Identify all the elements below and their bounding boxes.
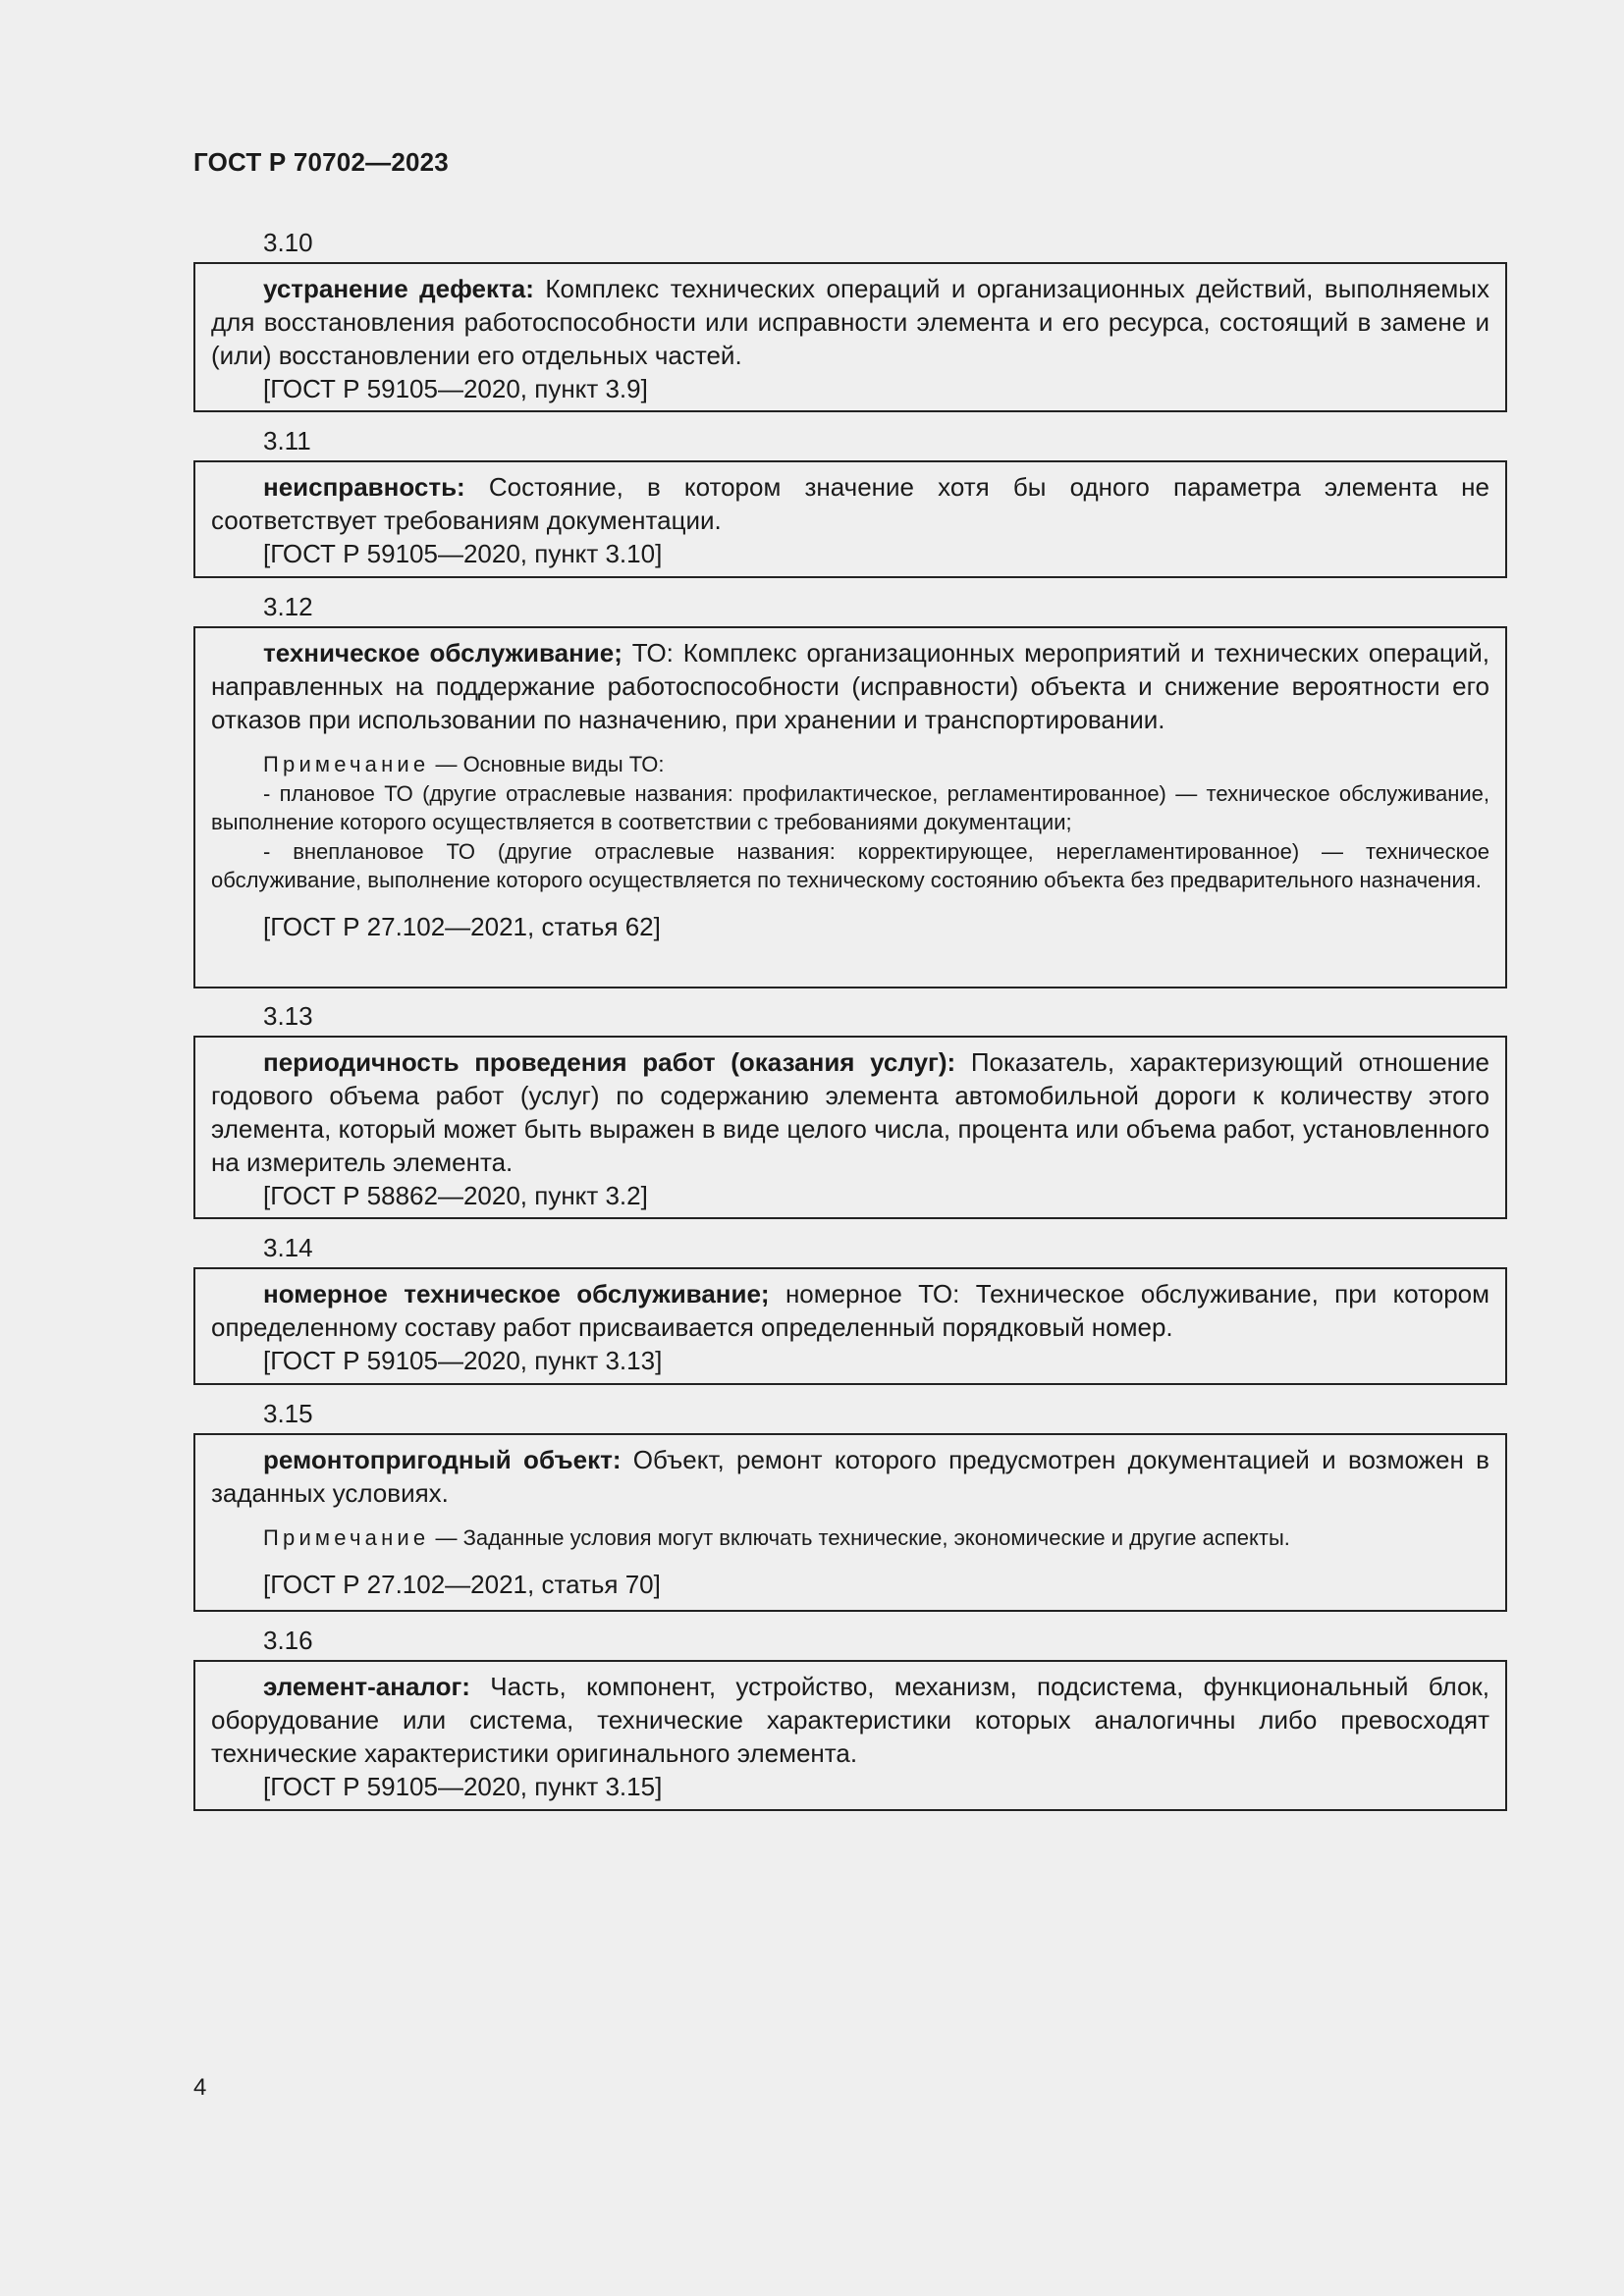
term-title: неисправность: bbox=[263, 472, 465, 502]
term-number: 3.13 bbox=[263, 1001, 313, 1031]
definition-text: ТО: Комплекс организационных мероприятий и технических операций, направленных на поддержание работоспособности (исправности) объекта и снижение вероятности его отказов при использовании по назначению, при хранении и транспортировании. bbox=[211, 638, 1489, 734]
term-entry-3-13 bbox=[193, 1036, 1507, 1219]
term-entry-3-12 bbox=[193, 626, 1507, 988]
note-label: Примечание bbox=[263, 1525, 430, 1550]
term-reference: [ГОСТ Р 59105—2020, пункт 3.13] bbox=[263, 1346, 663, 1375]
definition-text: номерное ТО: Техническое обслуживание, при котором определенному составу работ присваивается определенный порядковый номер. bbox=[211, 1279, 1490, 1342]
term-definition bbox=[211, 1670, 1489, 1770]
term-entry-3-14 bbox=[193, 1267, 1507, 1385]
note-text: — Заданные условия могут включать технические, экономические и другие аспекты. bbox=[429, 1525, 1290, 1550]
term-reference: [ГОСТ Р 59105—2020, пункт 3.9] bbox=[263, 374, 648, 403]
note-heading bbox=[211, 1523, 1489, 1553]
term-entry-3-10 bbox=[193, 262, 1507, 412]
term-reference: [ГОСТ Р 27.102—2021, статья 62] bbox=[263, 911, 661, 941]
note-text: — Основные виды ТО: bbox=[429, 752, 665, 776]
term-title: периодичность проведения работ (оказания услуг): bbox=[263, 1047, 956, 1077]
term-number: 3.10 bbox=[263, 228, 313, 257]
note bbox=[211, 750, 1489, 895]
definition-text: Объект, ремонт которого предусмотрен документацией и возможен в заданных условиях. bbox=[211, 1445, 1489, 1508]
term-reference: [ГОСТ Р 58862—2020, пункт 3.2] bbox=[263, 1181, 648, 1210]
definition-text: Состояние, в котором значение хотя бы одного параметра элемента не соответствует требованиям документации. bbox=[211, 472, 1489, 535]
term-definition bbox=[211, 1045, 1489, 1179]
term-definition bbox=[211, 272, 1489, 372]
term-definition bbox=[211, 1277, 1489, 1344]
term-title: техническое обслуживание; bbox=[263, 638, 623, 667]
document-header: ГОСТ Р 70702—2023 bbox=[193, 147, 449, 177]
term-definition bbox=[211, 1443, 1489, 1510]
term-number: 3.11 bbox=[263, 426, 311, 455]
note-item: - внеплановое ТО (другие отраслевые названия: корректирующее, нерегламентированное) — техническое обслуживание, выполнение которого осуществляется по техническому состоянию объекта без предварительного назначения. bbox=[211, 838, 1489, 892]
term-number: 3.14 bbox=[263, 1233, 313, 1262]
term-reference: [ГОСТ Р 59105—2020, пункт 3.15] bbox=[263, 1772, 663, 1801]
term-reference: [ГОСТ Р 27.102—2021, статья 70] bbox=[263, 1569, 661, 1599]
term-title: элемент-аналог: bbox=[263, 1672, 470, 1701]
term-entry-3-15 bbox=[193, 1433, 1507, 1612]
term-number: 3.16 bbox=[263, 1626, 313, 1655]
term-entry-3-16 bbox=[193, 1660, 1507, 1811]
term-reference: [ГОСТ Р 59105—2020, пункт 3.10] bbox=[263, 539, 663, 568]
page-number: 4 bbox=[193, 2074, 207, 2101]
term-title: устранение дефекта: bbox=[263, 274, 534, 303]
term-definition bbox=[211, 470, 1489, 537]
definition-text: Часть, компонент, устройство, механизм, подсистема, функциональный блок, оборудование или система, технические характеристики которых аналогичны либо превосходят технические характеристики оригинального элемента. bbox=[211, 1672, 1489, 1768]
note-label: Примечание bbox=[263, 752, 430, 776]
term-entry-3-11 bbox=[193, 460, 1507, 578]
definition-text: Комплекс технических операций и организационных действий, выполняемых для восстановления работоспособности или исправности элемента и его ресурса, состоящий в замене и (или) восстановлении его отдельных частей. bbox=[211, 274, 1489, 370]
note-item: - плановое ТО (другие отраслевые названия: профилактическое, регламентированное) — техническое обслуживание, выполнение которого осуществляется в соответствии с требованиями документации; bbox=[211, 780, 1489, 834]
term-number: 3.15 bbox=[263, 1399, 313, 1428]
definition-text: Показатель, характеризующий отношение годового объема работ (услуг) по содержанию элемента автомобильной дороги к количеству этого элемента, который может быть выражен в виде целого числа, процента или объема работ, установленного на измеритель элемента. bbox=[211, 1047, 1489, 1177]
term-title: ремонтопригодный объект: bbox=[263, 1445, 622, 1474]
term-definition bbox=[211, 636, 1489, 736]
note bbox=[211, 1523, 1489, 1553]
term-title: номерное техническое обслуживание; bbox=[263, 1279, 770, 1308]
note-heading bbox=[211, 750, 1489, 779]
term-number: 3.12 bbox=[263, 592, 313, 621]
